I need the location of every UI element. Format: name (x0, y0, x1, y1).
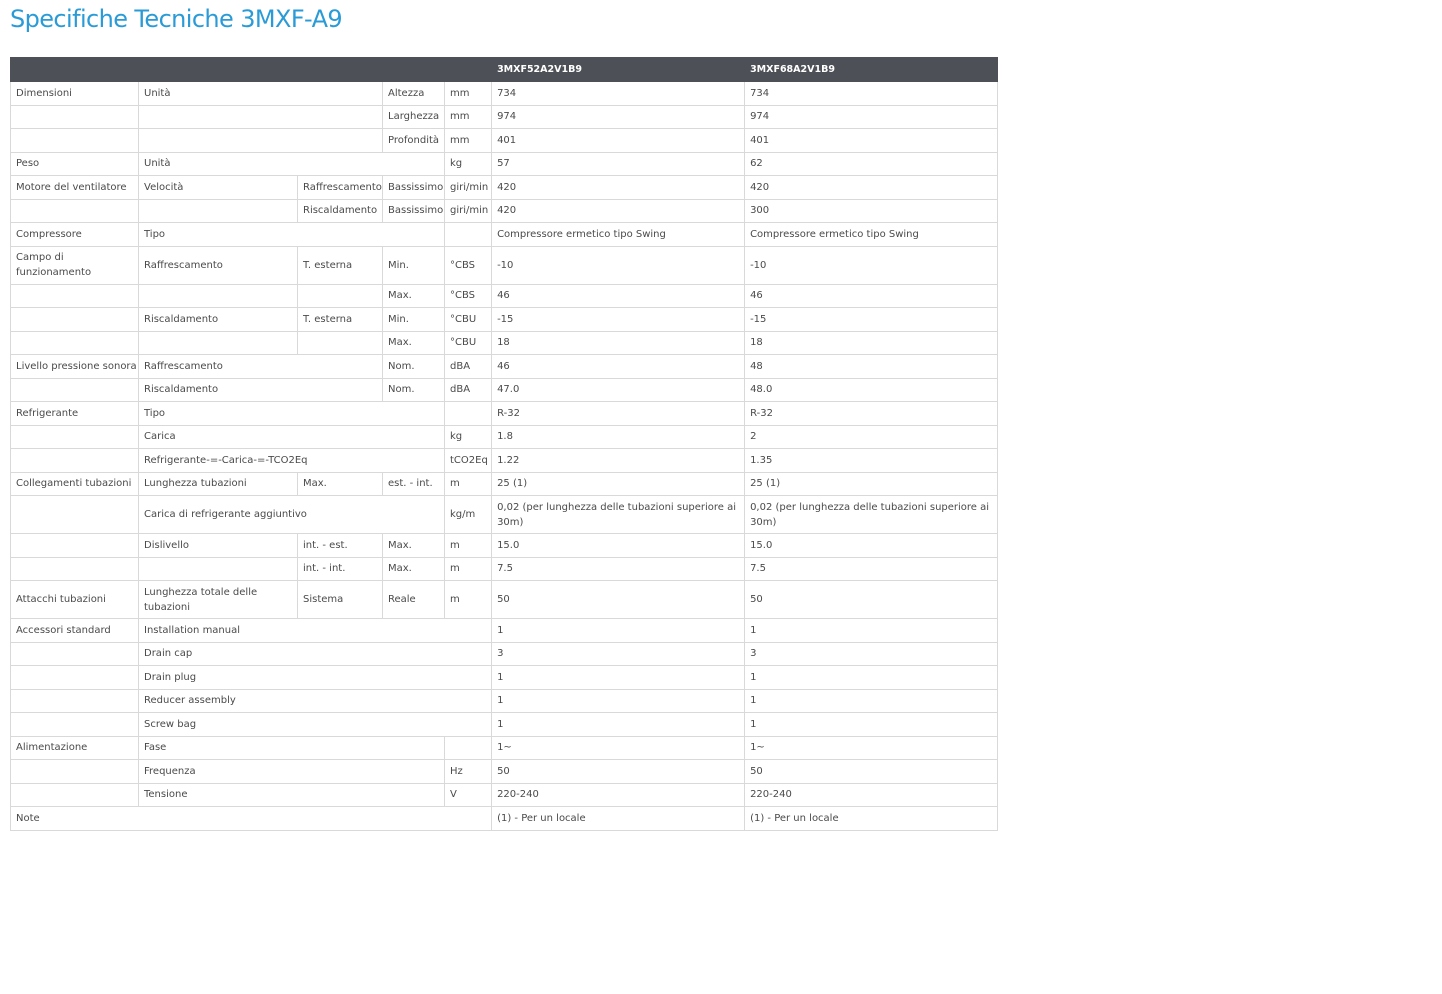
row-subcategory: Riscaldamento (139, 378, 383, 402)
row-category: Collegamenti tubazioni (11, 472, 139, 496)
row-subcategory: Frequenza (139, 760, 445, 784)
row-category: Motore del ventilatore (11, 176, 139, 200)
value-model-1: 18 (492, 331, 745, 355)
row-subcategory: Fase (139, 736, 445, 760)
row-subcategory: Dislivello (139, 534, 298, 558)
value-model-2: 1 (745, 619, 998, 643)
value-model-2: 2 (745, 425, 998, 449)
value-model-1: 420 (492, 199, 745, 223)
row-category: Compressore (11, 223, 139, 247)
row-detail: Max. (383, 557, 445, 581)
row-subcategory: Drain plug (139, 666, 492, 690)
row-unit: V (445, 783, 492, 807)
row-unit: m (445, 557, 492, 581)
row-category (11, 378, 139, 402)
header-model-1: 3MXF52A2V1B9 (492, 58, 745, 82)
value-model-2: 50 (745, 760, 998, 784)
value-model-2: 401 (745, 129, 998, 153)
row-unit: m (445, 472, 492, 496)
row-category (11, 783, 139, 807)
value-model-1: 57 (492, 152, 745, 176)
row-category (11, 308, 139, 332)
row-category (11, 425, 139, 449)
row-mode: T. esterna (298, 246, 383, 284)
row-detail: Profondità (383, 129, 445, 153)
table-row (11, 284, 998, 308)
row-unit (445, 223, 492, 247)
value-model-2: 1 (745, 666, 998, 690)
table-row (11, 425, 998, 449)
row-unit: °CBS (445, 284, 492, 308)
value-model-2: 0,02 (per lunghezza delle tubazioni superiore ai 30m) (745, 496, 998, 534)
value-model-1: 734 (492, 82, 745, 106)
row-unit: tCO2Eq (445, 449, 492, 473)
value-model-1: (1) - Per un locale (492, 807, 745, 831)
table-row (11, 199, 998, 223)
table-row (11, 496, 998, 534)
row-detail: Altezza (383, 82, 445, 106)
value-model-1: Compressore ermetico tipo Swing (492, 223, 745, 247)
row-subcategory (139, 284, 298, 308)
row-subcategory: Raffrescamento (139, 355, 383, 379)
table-row (11, 807, 998, 831)
row-unit: giri/min (445, 176, 492, 200)
row-unit: °CBU (445, 308, 492, 332)
value-model-2: 1.35 (745, 449, 998, 473)
row-category (11, 199, 139, 223)
value-model-2: 15.0 (745, 534, 998, 558)
value-model-2: 48 (745, 355, 998, 379)
value-model-1: 1~ (492, 736, 745, 760)
row-subcategory: Installation manual (139, 619, 492, 643)
row-subcategory: Carica (139, 425, 445, 449)
row-subcategory: Screw bag (139, 713, 492, 737)
value-model-2: Compressore ermetico tipo Swing (745, 223, 998, 247)
row-category: Alimentazione (11, 736, 139, 760)
row-mode: Riscaldamento (298, 199, 383, 223)
row-detail: Reale (383, 581, 445, 619)
table-row (11, 783, 998, 807)
table-row (11, 557, 998, 581)
value-model-2: 48.0 (745, 378, 998, 402)
table-row (11, 105, 998, 129)
row-unit: °CBU (445, 331, 492, 355)
value-model-2: 734 (745, 82, 998, 106)
value-model-1: 420 (492, 176, 745, 200)
header-blank (11, 58, 492, 82)
row-category (11, 642, 139, 666)
value-model-1: 50 (492, 760, 745, 784)
value-model-2: 1~ (745, 736, 998, 760)
row-category (11, 129, 139, 153)
value-model-2: 50 (745, 581, 998, 619)
row-category (11, 534, 139, 558)
value-model-2: 220-240 (745, 783, 998, 807)
value-model-1: 1 (492, 713, 745, 737)
row-detail: Bassissimo (383, 199, 445, 223)
row-category: Refrigerante (11, 402, 139, 426)
spec-table (10, 57, 998, 831)
row-detail: Max. (383, 534, 445, 558)
value-model-2: 420 (745, 176, 998, 200)
value-model-1: 25 (1) (492, 472, 745, 496)
value-model-2: 7.5 (745, 557, 998, 581)
row-subcategory: Carica di refrigerante aggiuntivo (139, 496, 445, 534)
value-model-1: 0,02 (per lunghezza delle tubazioni superiore ai 30m) (492, 496, 745, 534)
value-model-1: 1 (492, 666, 745, 690)
row-unit: dBA (445, 355, 492, 379)
row-subcategory (139, 557, 298, 581)
row-subcategory: Tipo (139, 402, 445, 426)
row-unit: m (445, 534, 492, 558)
value-model-2: 18 (745, 331, 998, 355)
row-unit: mm (445, 105, 492, 129)
value-model-1: -10 (492, 246, 745, 284)
table-row (11, 402, 998, 426)
table-row (11, 581, 998, 619)
value-model-1: 46 (492, 284, 745, 308)
row-detail: est. - int. (383, 472, 445, 496)
row-category (11, 449, 139, 473)
row-unit: kg/m (445, 496, 492, 534)
value-model-1: 1 (492, 619, 745, 643)
table-row (11, 378, 998, 402)
value-model-1: 1.8 (492, 425, 745, 449)
row-category (11, 760, 139, 784)
row-category: Accessori standard (11, 619, 139, 643)
value-model-2: -15 (745, 308, 998, 332)
value-model-1: 47.0 (492, 378, 745, 402)
table-row (11, 82, 998, 106)
value-model-1: R-32 (492, 402, 745, 426)
table-row (11, 736, 998, 760)
value-model-2: 1 (745, 689, 998, 713)
value-model-1: -15 (492, 308, 745, 332)
row-unit: Hz (445, 760, 492, 784)
row-mode (298, 284, 383, 308)
value-model-1: 1.22 (492, 449, 745, 473)
row-category (11, 496, 139, 534)
row-unit (445, 736, 492, 760)
value-model-1: 46 (492, 355, 745, 379)
row-subcategory: Refrigerante-=-Carica-=-TCO2Eq (139, 449, 445, 473)
row-detail: Min. (383, 246, 445, 284)
value-model-2: (1) - Per un locale (745, 807, 998, 831)
row-unit: giri/min (445, 199, 492, 223)
row-unit: kg (445, 425, 492, 449)
row-detail: Max. (383, 284, 445, 308)
row-detail: Max. (383, 331, 445, 355)
row-category (11, 666, 139, 690)
row-subcategory: Velocità (139, 176, 298, 200)
row-mode: Sistema (298, 581, 383, 619)
row-subcategory (139, 331, 298, 355)
table-row (11, 713, 998, 737)
row-category (11, 689, 139, 713)
row-subcategory: Tensione (139, 783, 445, 807)
value-model-1: 50 (492, 581, 745, 619)
row-detail: Nom. (383, 378, 445, 402)
row-unit (445, 402, 492, 426)
table-row (11, 472, 998, 496)
row-unit: m (445, 581, 492, 619)
table-row (11, 534, 998, 558)
value-model-1: 15.0 (492, 534, 745, 558)
row-detail: Nom. (383, 355, 445, 379)
row-subcategory: Lunghezza totale delle tubazioni (139, 581, 298, 619)
row-subcategory (139, 199, 298, 223)
table-row (11, 355, 998, 379)
value-model-1: 3 (492, 642, 745, 666)
row-mode: T. esterna (298, 308, 383, 332)
value-model-2: 62 (745, 152, 998, 176)
value-model-2: R-32 (745, 402, 998, 426)
table-row (11, 449, 998, 473)
row-unit: mm (445, 82, 492, 106)
row-unit: dBA (445, 378, 492, 402)
row-category (11, 105, 139, 129)
row-category: Livello pressione sonora (11, 355, 139, 379)
row-mode: Max. (298, 472, 383, 496)
row-category: Peso (11, 152, 139, 176)
table-row (11, 152, 998, 176)
row-subcategory: Riscaldamento (139, 308, 298, 332)
table-body (11, 82, 998, 831)
table-row (11, 308, 998, 332)
table-header-row (11, 58, 998, 82)
row-category: Note (11, 807, 492, 831)
value-model-2: 300 (745, 199, 998, 223)
value-model-1: 401 (492, 129, 745, 153)
row-unit: °CBS (445, 246, 492, 284)
row-mode: int. - est. (298, 534, 383, 558)
value-model-2: 25 (1) (745, 472, 998, 496)
value-model-2: 1 (745, 713, 998, 737)
row-unit: kg (445, 152, 492, 176)
table-row (11, 129, 998, 153)
table-row (11, 642, 998, 666)
table-row (11, 223, 998, 247)
table-row (11, 331, 998, 355)
table-row (11, 246, 998, 284)
table-row (11, 689, 998, 713)
row-subcategory: Unità (139, 152, 445, 176)
page-title: Specifiche Tecniche 3MXF-A9 (10, 5, 343, 33)
header-model-2: 3MXF68A2V1B9 (745, 58, 998, 82)
row-subcategory: Unità (139, 82, 383, 106)
row-category (11, 331, 139, 355)
table-row (11, 176, 998, 200)
value-model-1: 7.5 (492, 557, 745, 581)
row-subcategory: Raffrescamento (139, 246, 298, 284)
value-model-1: 220-240 (492, 783, 745, 807)
table-row (11, 666, 998, 690)
row-category: Campo di funzionamento (11, 246, 139, 284)
row-category (11, 713, 139, 737)
row-mode: int. - int. (298, 557, 383, 581)
row-category: Attacchi tubazioni (11, 581, 139, 619)
value-model-2: 3 (745, 642, 998, 666)
row-subcategory (139, 105, 383, 129)
value-model-2: -10 (745, 246, 998, 284)
table-row (11, 760, 998, 784)
row-detail: Bassissimo (383, 176, 445, 200)
row-category (11, 284, 139, 308)
row-subcategory: Lunghezza tubazioni (139, 472, 298, 496)
value-model-2: 46 (745, 284, 998, 308)
row-detail: Min. (383, 308, 445, 332)
row-category: Dimensioni (11, 82, 139, 106)
value-model-1: 974 (492, 105, 745, 129)
row-category (11, 557, 139, 581)
row-mode: Raffrescamento (298, 176, 383, 200)
row-subcategory: Reducer assembly (139, 689, 492, 713)
row-detail: Larghezza (383, 105, 445, 129)
row-subcategory (139, 129, 383, 153)
value-model-1: 1 (492, 689, 745, 713)
row-subcategory: Tipo (139, 223, 445, 247)
value-model-2: 974 (745, 105, 998, 129)
row-mode (298, 331, 383, 355)
row-unit: mm (445, 129, 492, 153)
table-row (11, 619, 998, 643)
row-subcategory: Drain cap (139, 642, 492, 666)
